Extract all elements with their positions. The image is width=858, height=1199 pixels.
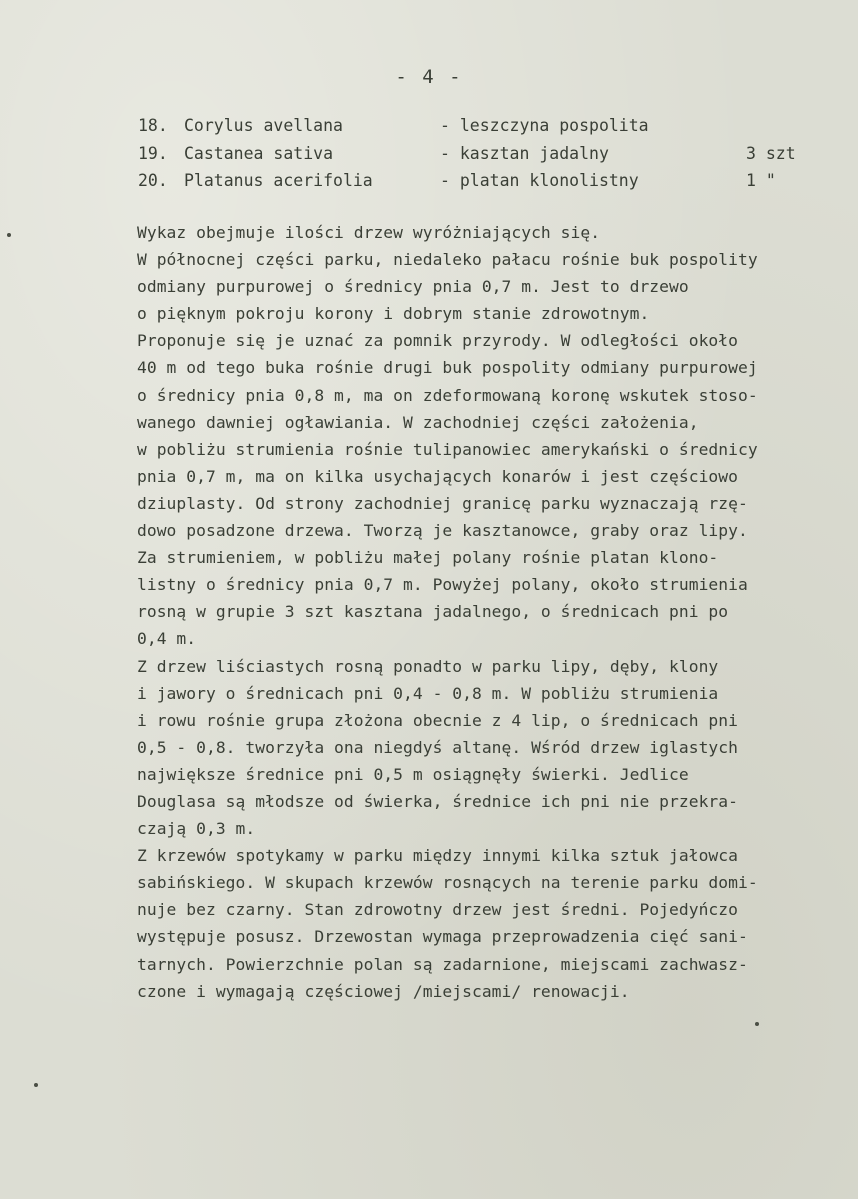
text-line: czone i wymagają częściowej /miejscami/ renowacji.: [137, 981, 630, 1001]
text-line: czają 0,3 m.: [137, 819, 256, 839]
text-line: o średnicy pnia 0,8 m, ma on zdeformowaną koronę wskutek stoso-: [137, 385, 758, 405]
paper-speck: [34, 1083, 38, 1087]
species-polish-name: - leszczyna pospolita: [440, 116, 649, 136]
species-latin-name: Corylus avellana: [184, 116, 343, 136]
text-line: Wykaz obejmuje ilości drzew wyróżniających się.: [137, 223, 601, 242]
text-line: dowo posadzone drzewa. Tworzą je kasztanowce, graby oraz lipy.: [137, 521, 748, 541]
species-count: 1 ": [746, 171, 776, 191]
text-line: rosną w grupie 3 szt kasztana jadalnego, o średnicach pni po: [137, 602, 729, 622]
text-line: i rowu rośnie grupa złożona obecnie z 4 lip, o średnicach pni: [137, 710, 738, 730]
text-line: wanego dawniej ogławiania. W zachodniej części założenia,: [137, 412, 699, 432]
species-number: 18.: [138, 116, 168, 136]
text-line: Z krzewów spotykamy w parku między innymi kilka sztuk jałowca: [137, 846, 738, 866]
text-line: Douglasa są młodsze od świerka, średnice ich pni nie przekra-: [137, 791, 738, 811]
text-line: o pięknym pokroju korony i dobrym stanie zdrowotnym.: [137, 304, 650, 324]
species-latin-name: Castanea sativa: [184, 143, 334, 163]
text-line: Z drzew liściastych rosną ponadto w parku lipy, dęby, klony: [137, 656, 719, 676]
text-line: pnia 0,7 m, ma on kilka usychających konarów i jest częściowo: [137, 466, 738, 486]
text-line: największe średnice pni 0,5 m osiągnęły świerki. Jedlice: [137, 764, 689, 784]
text-line: i jawory o średnicach pni 0,4 - 0,8 m. W pobliżu strumienia: [137, 683, 719, 703]
species-number: 19.: [138, 143, 168, 163]
text-line: w pobliżu strumienia rośnie tulipanowiec amerykański o średnicy: [137, 439, 758, 459]
species-polish-name: - kasztan jadalny: [440, 143, 609, 163]
body-text: [137, 219, 847, 1005]
text-line: odmiany purpurowej o średnicy pnia 0,7 m. Jest to drzewo: [137, 277, 689, 297]
species-latin-name: Platanus acerifolia: [184, 171, 373, 191]
paper-speck: [755, 1022, 759, 1026]
text-line: W północnej części parku, niedaleko pałacu rośnie buk pospolity: [137, 250, 758, 270]
text-line: Proponuje się je uznać za pomnik przyrody. W odległości około: [137, 331, 738, 351]
species-polish-name: - platan klonolistny: [440, 171, 639, 191]
text-line: występuje posusz. Drzewostan wymaga przeprowadzenia cięć sani-: [137, 927, 748, 947]
text-line: listny o średnicy pnia 0,7 m. Powyżej polany, około strumienia: [137, 575, 748, 595]
species-count: 3 szt: [746, 143, 796, 163]
text-line: 40 m od tego buka rośnie drugi buk pospolity odmiany purpurowej: [137, 358, 758, 378]
species-row: [138, 140, 818, 168]
species-number: 20.: [138, 171, 168, 191]
paper-speck: [7, 233, 11, 237]
text-line: tarnych. Powierzchnie polan są zadarnione, miejscami zachwasz-: [137, 954, 748, 974]
text-line: nuje bez czarny. Stan zdrowotny drzew jest średni. Pojedyńczo: [137, 900, 738, 920]
text-line: dziuplasty. Od strony zachodniej granicę parku wyznaczają rzę-: [137, 493, 748, 513]
species-row: [138, 167, 818, 195]
page-number: - 4 -: [395, 66, 463, 88]
text-line: 0,4 m.: [137, 629, 197, 649]
text-line: sabińskiego. W skupach krzewów rosnących na terenie parku domi-: [137, 873, 758, 893]
text-line: 0,5 - 0,8. tworzyła ona niegdyś altanę. Wśród drzew iglastych: [137, 737, 738, 757]
text-line: Za strumieniem, w pobliżu małej polany rośnie platan klono-: [137, 548, 719, 568]
species-row: [138, 112, 818, 140]
species-list: [138, 112, 818, 195]
